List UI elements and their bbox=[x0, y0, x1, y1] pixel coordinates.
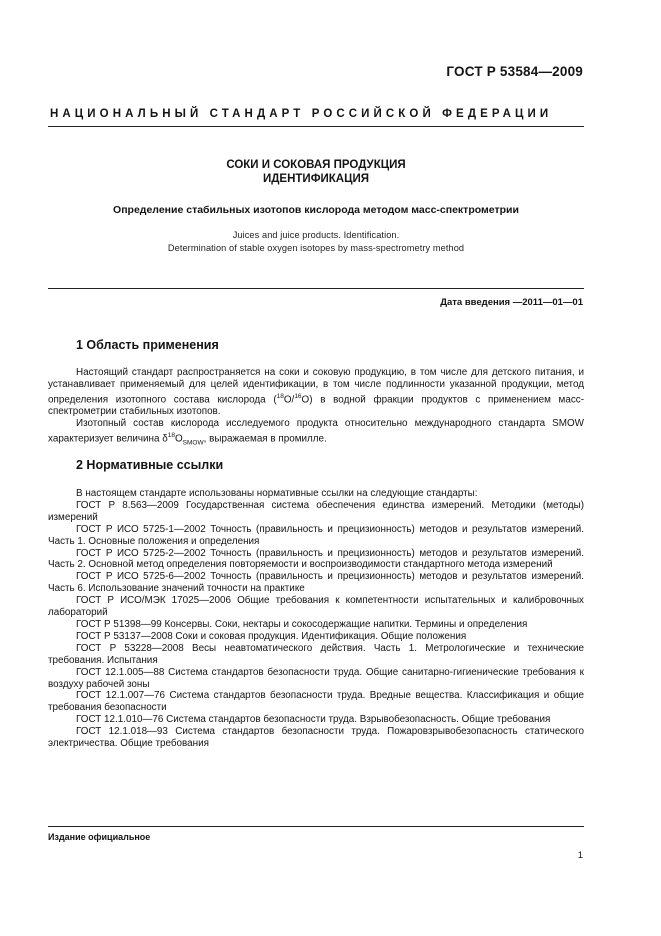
title-line-2: ИДЕНТИФИКАЦИЯ bbox=[262, 173, 370, 185]
introduction-date: Дата введения —2011—01—01 bbox=[440, 297, 583, 308]
top-divider bbox=[48, 126, 584, 127]
section-2-heading: 2 Нормативные ссылки bbox=[76, 458, 224, 472]
reference-paragraph: ГОСТ Р ИСО 5725-6—2002 Точность (правильность и прецизионность) методов и результатов измерений. Часть 6. Использование значений точности на практике bbox=[48, 571, 584, 595]
p2-sub-smow: SMOW bbox=[182, 439, 204, 447]
reference-paragraph: ГОСТ Р ИСО/МЭК 17025—2006 Общие требования к компетентности испытательных и калибровочных лабораторий bbox=[48, 595, 584, 619]
footer-divider bbox=[48, 826, 584, 827]
reference-paragraph: ГОСТ 12.1.007—76 Система стандартов безопасности труда. Вредные вещества. Классификация и общие требования безопасности bbox=[48, 690, 584, 714]
reference-paragraph: ГОСТ Р ИСО 5725-2—2002 Точность (правильность и прецизионность) методов и результатов измерений. Часть 2. Основной метод определения повторяемости и воспроизводимости стандартного метода измерений bbox=[48, 547, 584, 571]
reference-paragraph: ГОСТ 12.1.005—88 Система стандартов безопасности труда. Общие санитарно-гигиенические требования к воздуху рабочей зоны bbox=[48, 666, 584, 690]
page-number: 1 bbox=[577, 850, 583, 861]
english-title-line-1: Juices and juice products. Identification. bbox=[232, 230, 400, 240]
p1-text-b: O/ bbox=[283, 394, 295, 406]
p1-sup-16: 16 bbox=[294, 392, 302, 400]
english-title-line-2: Determination of stable oxygen isotopes by mass-spectrometry method bbox=[167, 243, 465, 253]
section-1-paragraph-2 bbox=[48, 418, 584, 449]
p2-text-b: O bbox=[174, 433, 183, 445]
title-line-1: СОКИ И СОКОВАЯ ПРОДУКЦИЯ bbox=[226, 159, 406, 171]
reference-paragraph: ГОСТ Р 8.563—2009 Государственная система обеспечения единства измерений. Методики (методы) измерений bbox=[48, 499, 584, 523]
reference-paragraph: ГОСТ Р ИСО 5725-1—2002 Точность (правильность и прецизионность) методов и результатов измерений. Часть 1. Основные положения и определения bbox=[48, 523, 584, 547]
official-edition-label: Издание официальное bbox=[48, 832, 151, 842]
p1-text-c: O) в водной фракции продуктов с применением масс-спектрометрии стабильных изотопов. bbox=[48, 394, 584, 418]
document-code: ГОСТ Р 53584—2009 bbox=[446, 64, 583, 79]
reference-paragraph: ГОСТ Р 51398—99 Консервы. Соки, нектары и сокосодержащие напитки. Термины и определения bbox=[76, 618, 528, 630]
p2-sup-18: 18 bbox=[167, 431, 175, 439]
p1-text-a: Настоящий стандарт распространяется на соки и соковую продукцию, в том числе для детского питания, и устанавливает применяемый для целей идентификации, в том числе подлинности указанной продукции, метод определения изотопного состава кислорода ( bbox=[48, 367, 584, 406]
p1-sup-18: 18 bbox=[276, 392, 284, 400]
reference-paragraph: В настоящем стандарте использованы нормативные ссылки на следующие стандарты: bbox=[76, 488, 478, 499]
p2-text-c: , выражаемая в промилле. bbox=[203, 433, 327, 445]
section-1-heading: 1 Область применения bbox=[76, 338, 219, 352]
section-2-body bbox=[48, 488, 584, 750]
title-divider bbox=[48, 288, 584, 289]
section-1-body bbox=[48, 367, 584, 449]
reference-paragraph: ГОСТ Р 53228—2008 Весы неавтоматического действия. Часть 1. Метрологические и технические требования. Испытания bbox=[48, 642, 584, 666]
p2-text-a: Изотопный состав кислорода исследуемого продукта относительно международного стандарта SMOW характеризует величина δ bbox=[48, 417, 584, 445]
section-1-paragraph-1 bbox=[48, 367, 584, 418]
reference-paragraph: ГОСТ 12.1.010—76 Система стандартов безопасности труда. Взрывобезопасность. Общие требования bbox=[76, 714, 551, 726]
document-subtitle: Определение стабильных изотопов кислорода методом масс-спектрометрии bbox=[113, 204, 519, 216]
reference-paragraph: ГОСТ Р 53137—2008 Соки и соковая продукция. Идентификация. Общие положения bbox=[76, 630, 467, 642]
standard-title: НАЦИОНАЛЬНЫЙ СТАНДАРТ РОССИЙСКОЙ ФЕДЕРАЦИИ bbox=[50, 108, 553, 120]
reference-paragraph: ГОСТ 12.1.018—93 Система стандартов безопасности труда. Пожаровзрывобезопасность статического электричества. Общие требования bbox=[48, 726, 584, 750]
